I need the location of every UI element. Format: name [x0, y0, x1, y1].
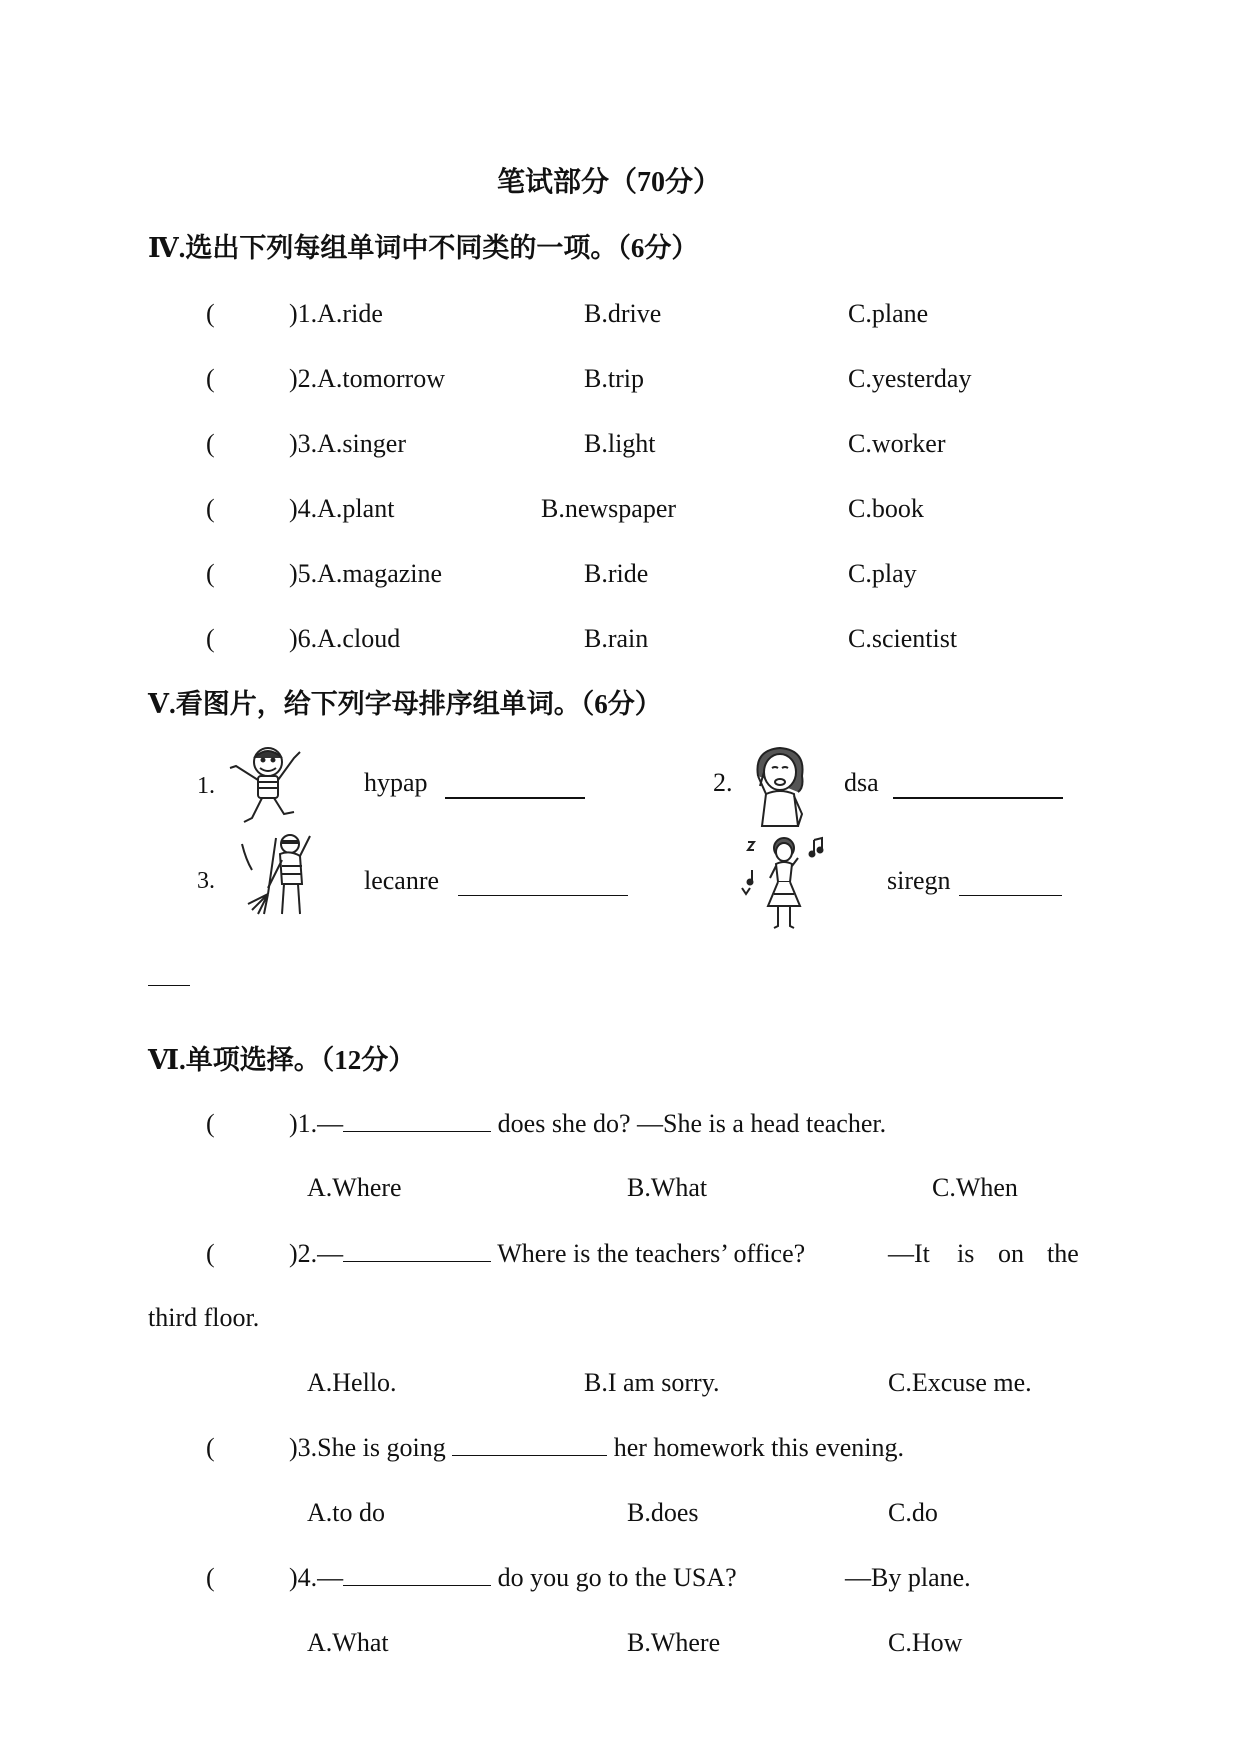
option-c: C.play: [848, 559, 917, 588]
option-a: A.What: [307, 1628, 389, 1657]
option-c: C.scientist: [848, 624, 958, 653]
question-text: do you go to the USA?: [491, 1563, 737, 1592]
question-text-tail: is: [957, 1239, 975, 1268]
option-c: C.When: [932, 1173, 1018, 1202]
question-2: [289, 1238, 805, 1270]
answer-paren[interactable]: (: [206, 429, 215, 458]
item-number: 2.: [713, 768, 733, 797]
option-b: B.trip: [584, 364, 644, 393]
answer-paren[interactable]: (: [206, 559, 215, 588]
singing-girl-icon: [740, 832, 826, 932]
option-c: C.book: [848, 494, 924, 523]
question-number: )1.—: [289, 1109, 344, 1138]
option-b: B.newspaper: [541, 494, 677, 523]
scrambled-letters: hypap: [364, 768, 428, 797]
question-text-tail: —By plane.: [845, 1563, 971, 1592]
item-number: 1.: [197, 773, 215, 799]
crying-girl-icon: [740, 742, 820, 832]
option-a: A.to do: [307, 1498, 385, 1527]
answer-paren[interactable]: (: [206, 1563, 215, 1592]
answer-paren[interactable]: (: [206, 494, 215, 523]
question-3: [289, 1432, 904, 1464]
item-number: 3.: [197, 868, 215, 894]
option-c: C.worker: [848, 429, 946, 458]
option-c: C.plane: [848, 299, 929, 328]
option-a: )2.A.tomorrow: [289, 364, 445, 393]
option-b: B.rain: [584, 624, 649, 653]
happy-boy-icon: [222, 738, 314, 830]
question-text: does she do? —She is a head teacher.: [491, 1109, 887, 1138]
option-a: )1.A.ride: [289, 299, 383, 328]
question-text: Where is the teachers’ office?: [491, 1239, 806, 1268]
option-c: C.How: [888, 1628, 963, 1657]
option-a: )3.A.singer: [289, 429, 406, 458]
scrambled-letters: dsa: [844, 768, 879, 797]
answer-blank[interactable]: [458, 873, 628, 896]
answer-paren[interactable]: (: [206, 299, 215, 328]
question-text-tail: on: [998, 1239, 1024, 1268]
option-a: A.Hello.: [307, 1368, 397, 1397]
question-number: )4.—: [289, 1563, 344, 1592]
section-4-heading: Ⅳ.选出下列每组单词中不同类的一项。（6分）: [148, 233, 699, 263]
option-b: B.ride: [584, 559, 649, 588]
answer-blank-continued[interactable]: [148, 963, 190, 986]
question-number: )2.—: [289, 1239, 344, 1268]
answer-paren[interactable]: (: [206, 1109, 215, 1138]
section-5-heading: Ⅴ.看图片，给下列字母排序组单词。（6分）: [148, 689, 662, 719]
answer-blank[interactable]: [452, 1433, 607, 1456]
question-text-continued: third floor.: [148, 1303, 260, 1332]
scrambled-letters: siregn: [887, 866, 951, 895]
option-c: C.yesterday: [848, 364, 972, 393]
question-4: [289, 1562, 737, 1594]
answer-paren[interactable]: (: [206, 1239, 215, 1268]
answer-blank[interactable]: [959, 873, 1062, 896]
option-a: A.Where: [307, 1173, 402, 1202]
option-b: B.does: [627, 1498, 699, 1527]
option-c: C.do: [888, 1498, 938, 1527]
question-1: [289, 1108, 886, 1140]
question-number: )3.She is going: [289, 1433, 453, 1462]
option-a: )4.A.plant: [289, 494, 395, 523]
option-b: B.Where: [627, 1628, 721, 1657]
page-title: 笔试部分（70分）: [497, 167, 722, 198]
question-text: her homework this evening.: [607, 1433, 904, 1462]
section-6-heading: Ⅵ.单项选择。（12分）: [148, 1045, 416, 1075]
option-b: B.light: [584, 429, 656, 458]
option-a: )6.A.cloud: [289, 624, 401, 653]
option-b: B.What: [627, 1173, 708, 1202]
answer-paren[interactable]: (: [206, 1433, 215, 1462]
question-text-tail: —It: [888, 1239, 930, 1268]
question-text-tail: the: [1047, 1239, 1079, 1268]
option-a: )5.A.magazine: [289, 559, 443, 588]
option-b: B.I am sorry.: [584, 1368, 720, 1397]
option-b: B.drive: [584, 299, 662, 328]
sweeping-cleaner-icon: [238, 830, 322, 918]
answer-blank[interactable]: [343, 1109, 491, 1132]
answer-blank[interactable]: [343, 1563, 491, 1586]
answer-paren[interactable]: (: [206, 624, 215, 653]
scrambled-letters: lecanre: [364, 866, 440, 895]
answer-paren[interactable]: (: [206, 364, 215, 393]
option-c: C.Excuse me.: [888, 1368, 1032, 1397]
answer-blank[interactable]: [343, 1239, 491, 1262]
answer-blank[interactable]: [893, 775, 1063, 799]
answer-blank[interactable]: [445, 775, 585, 799]
